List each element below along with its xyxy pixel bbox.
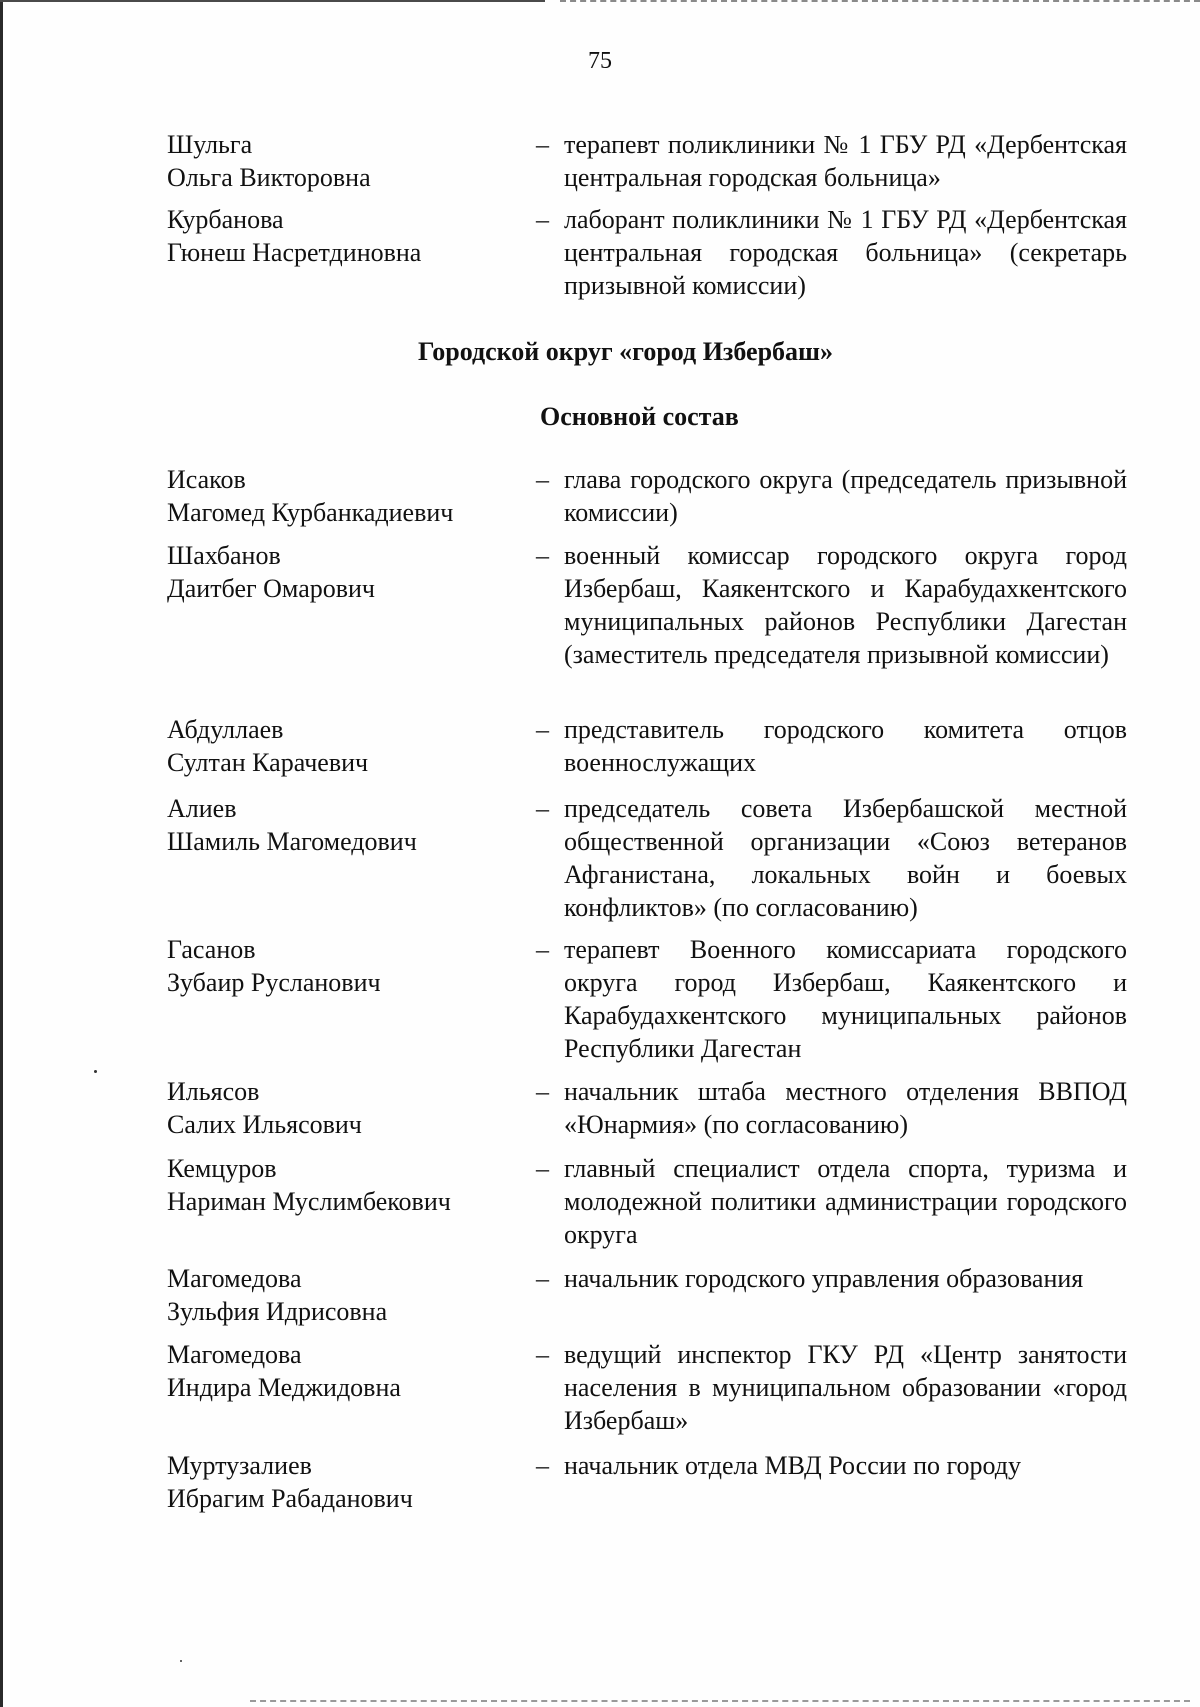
person-name [167, 203, 537, 269]
person-name [167, 792, 537, 858]
subsection-title: Основной состав [540, 402, 739, 431]
given-name: Индира Меджидовна [167, 1373, 401, 1402]
given-name: Нариман Муслимбекович [167, 1187, 451, 1216]
surname: Ильясов [167, 1077, 260, 1106]
dash: – [536, 715, 549, 744]
dash: – [536, 541, 549, 570]
given-name: Зубаир Русланович [167, 968, 381, 997]
given-name: Ибрагим Рабаданович [167, 1484, 413, 1513]
dash: – [536, 465, 549, 494]
given-name: Зульфия Идрисовна [167, 1297, 388, 1326]
surname: Исаков [167, 465, 246, 494]
dash: – [536, 205, 549, 234]
position-description: военный комиссар городского округа город Избербаш, Каякентского и Карабудахкентского муниципальных районов Республики Дагестан (заместитель председателя призывной комиссии) [564, 541, 1127, 669]
given-name: Салих Ильясович [167, 1110, 362, 1139]
position-description: начальник отдела МВД России по городу [564, 1451, 1021, 1480]
person-name [167, 1152, 537, 1218]
position-description: ведущий инспектор ГКУ РД «Центр занятости населения в муниципальном образовании «город Избербаш» [564, 1340, 1127, 1435]
position-description: терапевт поликлиники № 1 ГБУ РД «Дербентская центральная городская больница» [564, 130, 1127, 192]
dash: – [536, 794, 549, 823]
position-description: председатель совета Избербашской местной общественной организации «Союз ветеранов Афганистана, локальных войн и боевых конфликтов» (по согласованию) [564, 794, 1127, 922]
person-name [167, 1262, 537, 1328]
surname: Абдуллаев [167, 715, 284, 744]
surname: Шахбанов [167, 541, 281, 570]
person-name [167, 463, 537, 529]
person-name [167, 539, 537, 605]
dash: – [536, 1154, 549, 1183]
scan-speck [180, 1660, 182, 1662]
given-name: Даитбег Омарович [167, 574, 375, 603]
person-name [167, 933, 537, 999]
surname: Алиев [167, 794, 237, 823]
person-name [167, 1075, 537, 1141]
position-description: начальник городского управления образования [564, 1264, 1084, 1293]
person-name [167, 128, 537, 194]
dash: – [536, 935, 549, 964]
scan-edge-top-dashed [560, 0, 1200, 2]
person-name [167, 1338, 537, 1404]
person-name [167, 713, 537, 779]
surname: Кемцуров [167, 1154, 277, 1183]
given-name: Магомед Курбанкадиевич [167, 498, 454, 527]
surname: Курбанова [167, 205, 284, 234]
position-description: терапевт Военного комиссариата городского округа город Избербаш, Каякентского и Карабудахкентского муниципальных районов Республики Дагестан [564, 935, 1127, 1063]
surname: Гасанов [167, 935, 256, 964]
surname: Шульга [167, 130, 253, 159]
given-name: Гюнеш Насретдиновна [167, 238, 422, 267]
position-description: начальник штаба местного отделения ВВПОД «Юнармия» (по согласованию) [564, 1077, 1127, 1139]
scan-edge-top [0, 0, 545, 2]
dash: – [536, 1340, 549, 1369]
surname: Муртузалиев [167, 1451, 312, 1480]
dash: – [536, 1077, 549, 1106]
position-description: представитель городского комитета отцов военнослужащих [564, 715, 1127, 777]
page-number: 75 [588, 48, 612, 74]
position-description: лаборант поликлиники № 1 ГБУ РД «Дербентская центральная городская больница» (секретарь призывной комиссии) [564, 205, 1127, 300]
surname: Магомедова [167, 1264, 302, 1293]
dash: – [536, 1451, 549, 1480]
surname: Магомедова [167, 1340, 302, 1369]
scan-speck [94, 1070, 97, 1073]
position-description: главный специалист отдела спорта, туризма и молодежной политики администрации городского округа [564, 1154, 1127, 1249]
position-description: глава городского округа (председатель призывной комиссии) [564, 465, 1127, 527]
dash: – [536, 1264, 549, 1293]
dash: – [536, 130, 549, 159]
scan-edge-bottom-dashed [250, 1700, 1190, 1702]
scan-edge-left [0, 0, 3, 1707]
given-name: Ольга Викторовна [167, 163, 371, 192]
given-name: Шамиль Магомедович [167, 827, 417, 856]
section-title: Городской округ «город Избербаш» [418, 337, 833, 366]
person-name [167, 1449, 537, 1515]
given-name: Султан Карачевич [167, 748, 369, 777]
